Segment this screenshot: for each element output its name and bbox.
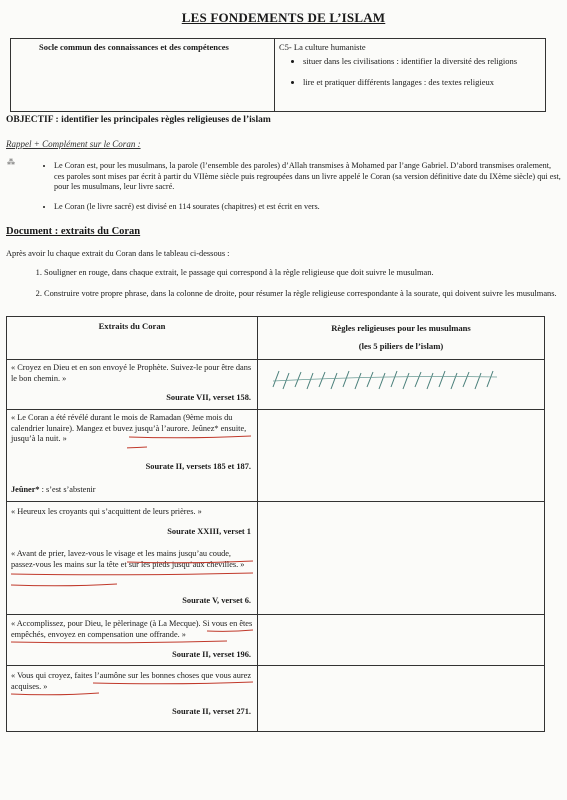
scan-mark: ⁂: [7, 158, 15, 167]
red-underline: [7, 560, 257, 590]
rappel-heading: Rappel + Complément sur le Coran :: [6, 139, 141, 149]
competency-title: C5- La culture humaniste: [279, 42, 366, 52]
footnote-definition: : s’est s’abstenir: [39, 485, 96, 494]
quote-text: « Croyez en Dieu et en son envoyé le Prophète. Suivez-le pour être dans le bon chemin. »: [11, 363, 252, 383]
competency-item: • lire et pratiquer différents langages : des textes religieux: [303, 77, 541, 88]
socle-label: Socle commun des connaissances et des compétences: [39, 42, 229, 52]
competency-box: [10, 38, 546, 112]
rappel-item: • Le Coran est, pour les musulmans, la parole (l’ensemble des paroles) d’Allah transmises à Mohamed par l’ange Gabriel. D’abord transmises oralement, ces paroles sont mises par écrit à partir du VIIème siècle puis regroupées dans un livre appelé le Coran (sa version définitive date du IXème siècle) qui est, pour les musulmans, leur livre sacré.: [54, 161, 562, 193]
sourate-reference: Sourate XXIII, verset 1: [167, 527, 251, 536]
competency-panel: [279, 42, 541, 98]
column-divider: [257, 317, 258, 731]
row-divider: [7, 665, 544, 666]
red-underline: [127, 434, 253, 458]
sourate-reference: Sourate II, verset 196.: [172, 650, 251, 659]
handwritten-answer: [269, 365, 539, 399]
box-divider: [274, 39, 275, 111]
competency-item: • situer dans les civilisations : identifier la diversité des religions: [303, 56, 541, 67]
col-header-extraits: Extraits du Coran: [98, 321, 166, 331]
footnote: [11, 485, 96, 494]
page-title: LES FONDEMENTS DE L’ISLAM: [181, 10, 386, 25]
sourate-reference: Sourate VII, verset 158.: [166, 393, 251, 402]
instruction-item: 2. Construire votre propre phrase, dans la colonne de droite, pour résumer la règle religieuse correspondante à la sourate, qui doivent suivre les musulmans.: [44, 289, 564, 300]
col-header-piliers: (les 5 piliers de l’islam): [358, 341, 444, 351]
col-header-regles: Règles religieuses pour les musulmans: [331, 323, 471, 333]
row-divider: [7, 359, 544, 360]
quote-text: « Accomplissez, pour Dieu, le pèlerinage (à La Mecque). Si vous en êtes empêchés, envoyez en compensation une offrande. »: [11, 619, 253, 639]
footnote-term: Jeûner*: [11, 485, 40, 494]
document-intro: Après avoir lu chaque extrait du Coran dans le tableau ci-dessous :: [6, 249, 230, 258]
rappel-item: • Le Coran (le livre sacré) est divisé en 114 sourates (chapitres) et est écrit en vers.: [54, 202, 562, 213]
quote-text: « Heureux les croyants qui s’acquittent de leurs prières. »: [11, 507, 202, 516]
quote-text: « Le Coran a été révélé durant le mois de Ramadan (9ème mois du calendrier lunaire). Mangez et buvez jusqu’à l’aurore. Jeûnez* ensuite, jusqu’à la nuit. »: [11, 413, 247, 443]
sourate-reference: Sourate II, versets 185 et 187.: [145, 462, 251, 471]
red-underline: [7, 629, 257, 649]
objective: OBJECTIF : identifier les principales règles religieuses de l’islam: [6, 115, 271, 125]
instruction-item: 1. Souligner en rouge, dans chaque extrait, le passage qui correspond à la règle religieuse que doit suivre le musulman.: [44, 268, 564, 279]
quran-table: [6, 316, 545, 732]
rappel-list: [38, 161, 562, 221]
red-underline: [7, 681, 257, 701]
instruction-list: [20, 268, 564, 309]
competency-list: [279, 56, 541, 88]
row-divider: [7, 614, 544, 615]
sourate-reference: Sourate V, verset 6.: [182, 596, 251, 605]
document-heading: Document : extraits du Coran: [6, 226, 141, 237]
sourate-reference: Sourate II, verset 271.: [172, 707, 251, 716]
row-divider: [7, 409, 544, 410]
quote-text: « Vous qui croyez, faites l’aumône sur les bonnes choses que vous aurez acquises. »: [11, 671, 252, 691]
row-divider: [7, 501, 544, 502]
quote-text: « Avant de prier, lavez-vous le visage et les mains jusqu’au coude, passez-vous les mains sur la tête et sur les pieds jusqu’aux chevilles. »: [11, 549, 245, 569]
